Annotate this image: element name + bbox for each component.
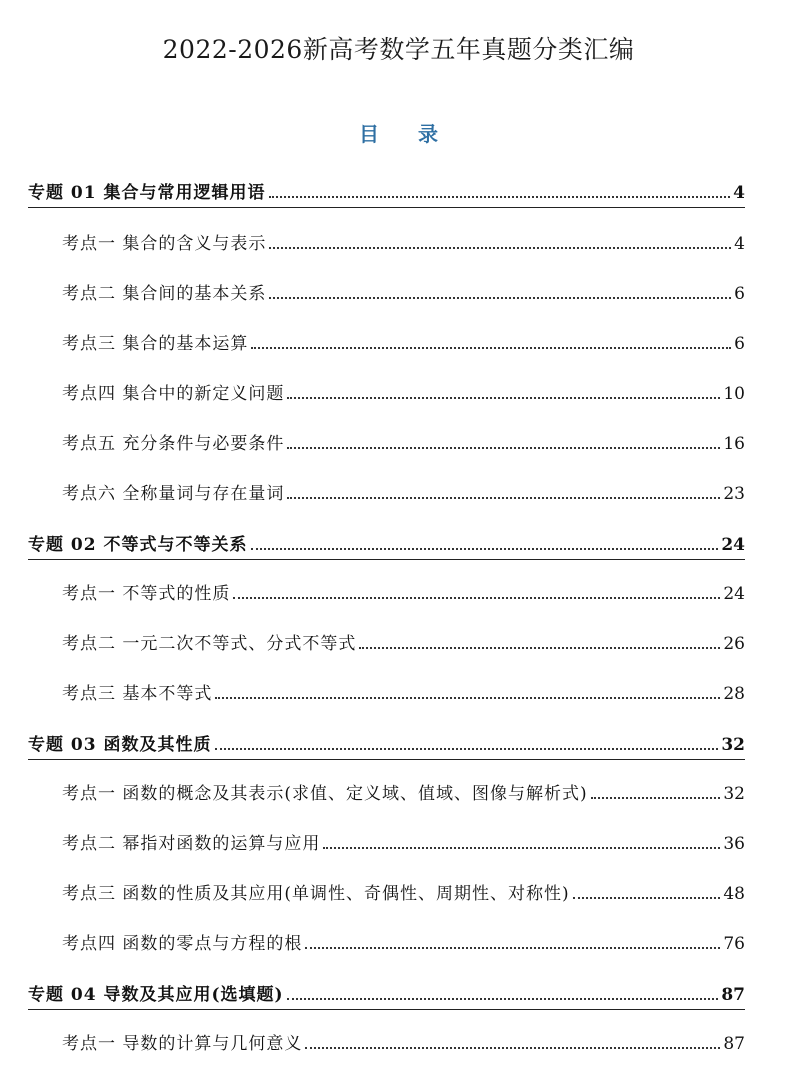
document-title: 2022-2026新高考数学五年真题分类汇编 xyxy=(162,35,635,64)
toc-section-entry[interactable] xyxy=(62,424,745,454)
toc-section-entry[interactable] xyxy=(62,574,745,604)
toc-section-entry[interactable] xyxy=(62,674,745,704)
toc-entry-label: 考点五 充分条件与必要条件 xyxy=(62,434,285,454)
dot-leader xyxy=(215,697,720,699)
toc-section-entry[interactable] xyxy=(62,874,745,904)
dot-leader xyxy=(269,196,731,198)
toc-entry-label: 考点四 函数的零点与方程的根 xyxy=(62,934,303,954)
toc-entry-label: 专题 04 导数及其应用(选填题) xyxy=(28,985,284,1005)
dot-leader xyxy=(287,397,720,399)
dot-leader xyxy=(591,797,721,799)
toc-page-number: 48 xyxy=(723,884,745,904)
toc-entry-label: 考点二 幂指对函数的运算与应用 xyxy=(62,834,321,854)
toc-section-entry[interactable] xyxy=(62,224,745,254)
toc-entry-label: 专题 02 不等式与不等关系 xyxy=(28,535,248,555)
toc-entry-label: 考点三 函数的性质及其应用(单调性、奇偶性、周期性、对称性) xyxy=(62,884,570,904)
toc-section-entry[interactable] xyxy=(62,624,745,654)
toc-entry-label: 考点三 基本不等式 xyxy=(62,684,213,704)
toc-page-number: 10 xyxy=(723,384,745,404)
toc-entry-label: 考点二 集合间的基本关系 xyxy=(62,284,267,304)
toc-page-number: 32 xyxy=(723,784,745,804)
toc-page-number: 26 xyxy=(723,634,745,654)
toc-entry-label: 考点一 集合的含义与表示 xyxy=(62,234,267,254)
toc-chapter-entry[interactable] xyxy=(28,975,745,1010)
toc-chapter-entry[interactable] xyxy=(28,725,745,760)
dot-leader xyxy=(359,647,720,649)
dot-leader xyxy=(287,497,720,499)
toc-section-entry[interactable] xyxy=(62,924,745,954)
toc-entry-label: 考点一 函数的概念及其表示(求值、定义域、值域、图像与解析式) xyxy=(62,784,588,804)
toc-entry-label: 考点二 一元二次不等式、分式不等式 xyxy=(62,634,357,654)
toc-entry-label: 考点一 导数的计算与几何意义 xyxy=(62,1034,303,1054)
toc-entry-label: 考点四 集合中的新定义问题 xyxy=(62,384,285,404)
toc-heading: 目 录 xyxy=(359,122,454,146)
toc-page-number: 24 xyxy=(721,535,745,555)
dot-leader xyxy=(305,947,720,949)
toc-page-number: 36 xyxy=(723,834,745,854)
dot-leader xyxy=(287,998,719,1000)
toc-entry-label: 考点三 集合的基本运算 xyxy=(62,334,249,354)
toc-section-entry[interactable] xyxy=(62,1024,745,1054)
toc-section-entry[interactable] xyxy=(62,774,745,804)
toc-page-number: 32 xyxy=(721,735,745,755)
toc-page-number: 87 xyxy=(723,1034,745,1054)
dot-leader xyxy=(233,597,720,599)
toc-page-number: 28 xyxy=(723,684,745,704)
dot-leader xyxy=(573,897,721,899)
dot-leader xyxy=(215,748,719,750)
toc-chapter-entry[interactable] xyxy=(28,525,745,560)
toc-page-number: 24 xyxy=(723,584,745,604)
dot-leader xyxy=(251,347,731,349)
toc-section-entry[interactable] xyxy=(62,374,745,404)
toc-page-number: 23 xyxy=(723,484,745,504)
dot-leader xyxy=(251,548,719,550)
toc-page-number: 76 xyxy=(723,934,745,954)
toc-section-entry[interactable] xyxy=(62,824,745,854)
toc-section-entry[interactable] xyxy=(62,274,745,304)
dot-leader xyxy=(323,847,720,849)
toc-entry-label: 专题 03 函数及其性质 xyxy=(28,735,212,755)
toc-section-entry[interactable] xyxy=(62,474,745,504)
toc-page-number: 87 xyxy=(721,985,745,1005)
dot-leader xyxy=(287,447,720,449)
toc-section-entry[interactable] xyxy=(62,324,745,354)
toc-entry-label: 考点六 全称量词与存在量词 xyxy=(62,484,285,504)
dot-leader xyxy=(269,247,731,249)
toc-page-number: 4 xyxy=(733,183,745,203)
toc-chapter-entry[interactable] xyxy=(28,173,745,208)
toc-entry-label: 专题 01 集合与常用逻辑用语 xyxy=(28,183,266,203)
toc-page-number: 6 xyxy=(734,284,745,304)
toc-page-number: 6 xyxy=(734,334,745,354)
dot-leader xyxy=(269,297,731,299)
toc-page-number: 16 xyxy=(723,434,745,454)
dot-leader xyxy=(305,1047,720,1049)
toc-page-number: 4 xyxy=(734,234,745,254)
toc-entry-label: 考点一 不等式的性质 xyxy=(62,584,231,604)
